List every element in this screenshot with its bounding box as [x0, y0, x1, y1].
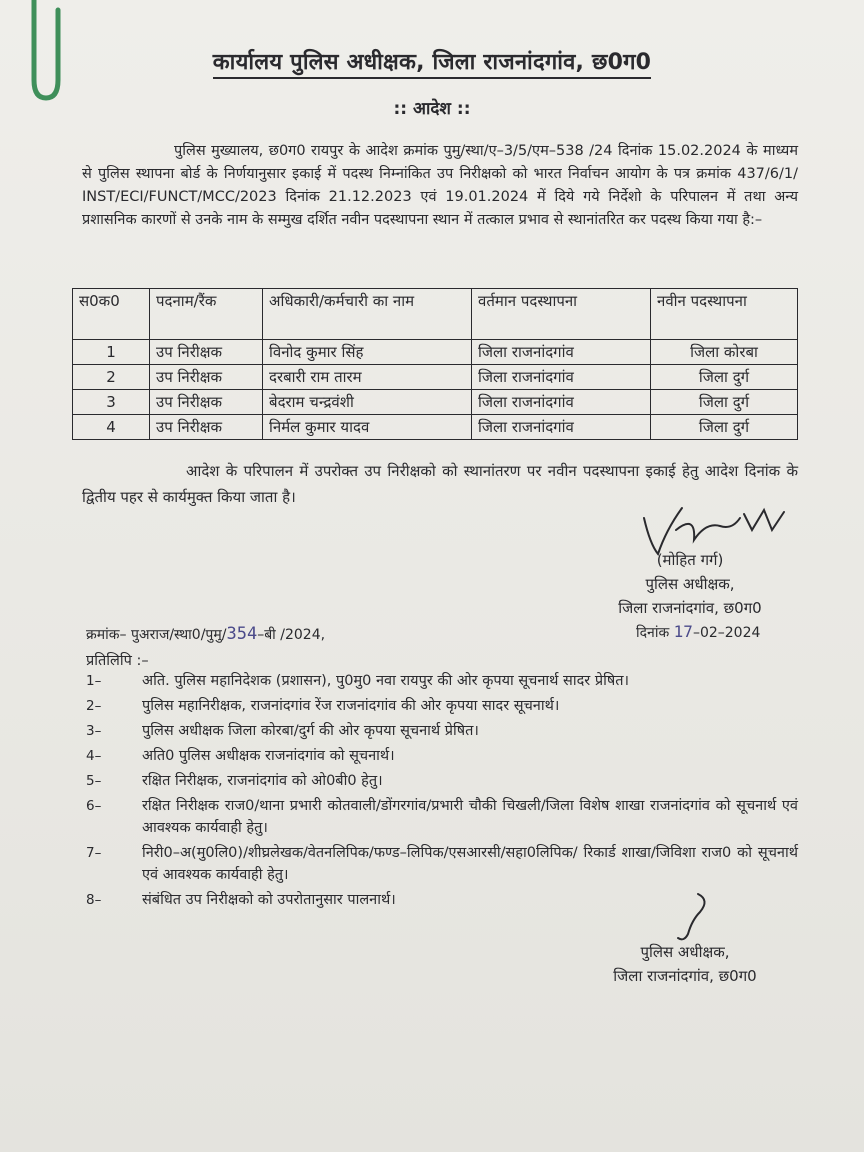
cell-new-posting: जिला दुर्ग: [651, 365, 798, 390]
table-header-row: [73, 289, 798, 340]
table-row: [73, 340, 798, 365]
signatory-block-2: [580, 940, 790, 988]
col-header-current-posting: वर्तमान पदस्थापना: [472, 289, 651, 340]
cell-name: बेदराम चन्द्रवंशी: [263, 390, 472, 415]
list-item: [86, 770, 798, 792]
col-header-rank: पदनाम/रैंक: [150, 289, 263, 340]
copy-list: [86, 670, 798, 914]
table-row: [73, 390, 798, 415]
copy-text: पुलिस महानिरीक्षक, राजनांदगांव रेंज राजनांदगांव की ओर कृपया सादर सूचनार्थ।: [142, 698, 560, 714]
cell-name: दरबारी राम तारम: [263, 365, 472, 390]
relief-paragraph: आदेश के परिपालन में उपरोक्त उप निरीक्षको को स्थानांतरण पर नवीन पदस्थापना इकाई हेतु आदेश दिनांक के द्वितीय पहर से कार्यमुक्त किया जाता है।: [82, 462, 798, 506]
copy-text: अति. पुलिस महानिदेशक (प्रशासन), पु0मु0 नवा रायपुर की ओर कृपया सूचनार्थ सादर प्रेषित।: [142, 673, 629, 689]
copy-number: 6–: [86, 798, 102, 814]
list-item: [86, 670, 798, 692]
table-row: [73, 365, 798, 390]
copy-text: रक्षित निरीक्षक, राजनांदगांव को ओ0बी0 हेतु।: [142, 773, 383, 789]
copy-text: रक्षित निरीक्षक राज0/थाना प्रभारी कोतवाली/डोंगरगांव/प्रभारी चौकी चिखली/जिला विशेष शाखा राजनांदगांव को सूचनार्थ एवं आवश्यक कार्यवाही हेतु।: [142, 798, 798, 836]
cell-serial: 4: [73, 415, 150, 440]
list-item: [86, 695, 798, 717]
transfer-table: [72, 288, 798, 440]
signatory-designation: पुलिस अधीक्षक,: [645, 575, 735, 593]
col-header-new-posting: नवीन पदस्थापना: [651, 289, 798, 340]
copy-number: 8–: [86, 892, 102, 908]
signatory-name: (मोहित गर्ग): [656, 551, 724, 569]
cell-rank: उप निरीक्षक: [150, 390, 263, 415]
cell-rank: उप निरीक्षक: [150, 415, 263, 440]
cell-name: विनोद कुमार सिंह: [263, 340, 472, 365]
reference-handwritten-number: 354: [226, 624, 258, 644]
copy-number: 1–: [86, 673, 102, 689]
copy-number: 5–: [86, 773, 102, 789]
list-item: [86, 745, 798, 767]
cell-serial: 3: [73, 390, 150, 415]
copy-to-label: प्रतिलिपि :–: [86, 653, 149, 669]
signatory-district: जिला राजनांदगांव, छ0ग0: [618, 599, 762, 617]
list-item: [86, 842, 798, 886]
cell-rank: उप निरीक्षक: [150, 365, 263, 390]
reference-prefix: क्रमांक– पुअराज/स्था0/पुमु/: [86, 627, 227, 643]
cell-current-posting: जिला राजनांदगांव: [472, 365, 651, 390]
date-handwritten-day: 17: [673, 622, 693, 641]
cell-new-posting: जिला दुर्ग: [651, 390, 798, 415]
date-prefix: दिनांक: [636, 625, 670, 641]
list-item: [86, 795, 798, 839]
date-rest: –02–2024: [692, 625, 761, 641]
table-row: [73, 415, 798, 440]
copy-text: अति0 पुलिस अधीक्षक राजनांदगांव को सूचनार्थ।: [142, 748, 395, 764]
cell-new-posting: जिला दुर्ग: [651, 415, 798, 440]
intro-paragraph: पुलिस मुख्यालय, छ0ग0 रायपुर के आदेश क्रमांक पुमु/स्था/ए–3/5/एम–538 /24 दिनांक 15.02.2024 के माध्यम से पुलिस स्थापना बोर्ड के निर्णयानुसार इकाई में पदस्थ निम्नांकित उप निरीक्षको को भारत निर्वाचन आयोग के पत्र क्रमांक 437/6/1/ INST/ECI/FUNCT/MCC/2023 दिनांक 21.12.2023 एवं 19.01.2024 में दिये गये निर्देशो के परिपालन में तथा अन्य प्रशासनिक कारणों से उनके नाम के सम्मुख दर्शित नवीन पदस्थापना स्थान में तत्काल प्रभाव से स्थानांतरित कर पदस्थ किया गया है:–: [82, 143, 798, 228]
signatory-designation: पुलिस अधीक्षक,: [640, 943, 730, 961]
signatory-district: जिला राजनांदगांव, छ0ग0: [613, 967, 757, 985]
copy-text: संबंधित उप निरीक्षको को उपरोतानुसार पालनार्थ।: [142, 892, 396, 908]
cell-current-posting: जिला राजनांदगांव: [472, 340, 651, 365]
cell-current-posting: जिला राजनांदगांव: [472, 390, 651, 415]
cell-rank: उप निरीक्षक: [150, 340, 263, 365]
cell-serial: 1: [73, 340, 150, 365]
office-header-text: कार्यालय पुलिस अधीक्षक, जिला राजनांदगांव, छ0ग0: [213, 50, 651, 79]
copy-number: 3–: [86, 723, 102, 739]
reference-suffix: –बी /2024,: [257, 627, 326, 643]
copy-text: पुलिस अधीक्षक जिला कोरबा/दुर्ग की ओर कृपया सूचनार्थ प्रेषित।: [142, 723, 479, 739]
copy-number: 7–: [86, 845, 102, 861]
copy-text: निरी0–अ(मु0लि0)/शीघ्रलेखक/वेतनलिपिक/फण्ड–लिपिक/एसआरसी/सहा0लिपिक/ रिकार्ड शाखा/जिविशा राज0 को सूचनार्थ एवं आवश्यक कार्यवाही हेतु।: [142, 845, 798, 883]
cell-serial: 2: [73, 365, 150, 390]
col-header-serial: स0क0: [73, 289, 150, 340]
cell-name: निर्मल कुमार यादव: [263, 415, 472, 440]
copy-number: 4–: [86, 748, 102, 764]
cell-new-posting: जिला कोरबा: [651, 340, 798, 365]
cell-current-posting: जिला राजनांदगांव: [472, 415, 651, 440]
signatory-block-1: [580, 548, 800, 620]
copy-number: 2–: [86, 698, 102, 714]
order-title: :: आदेश ::: [393, 99, 471, 119]
office-header: [0, 46, 864, 76]
reference-number: [86, 624, 325, 644]
reference-date: [636, 622, 760, 642]
col-header-name: अधिकारी/कर्मचारी का नाम: [263, 289, 472, 340]
signature-mark: [658, 890, 728, 944]
list-item: [86, 720, 798, 742]
